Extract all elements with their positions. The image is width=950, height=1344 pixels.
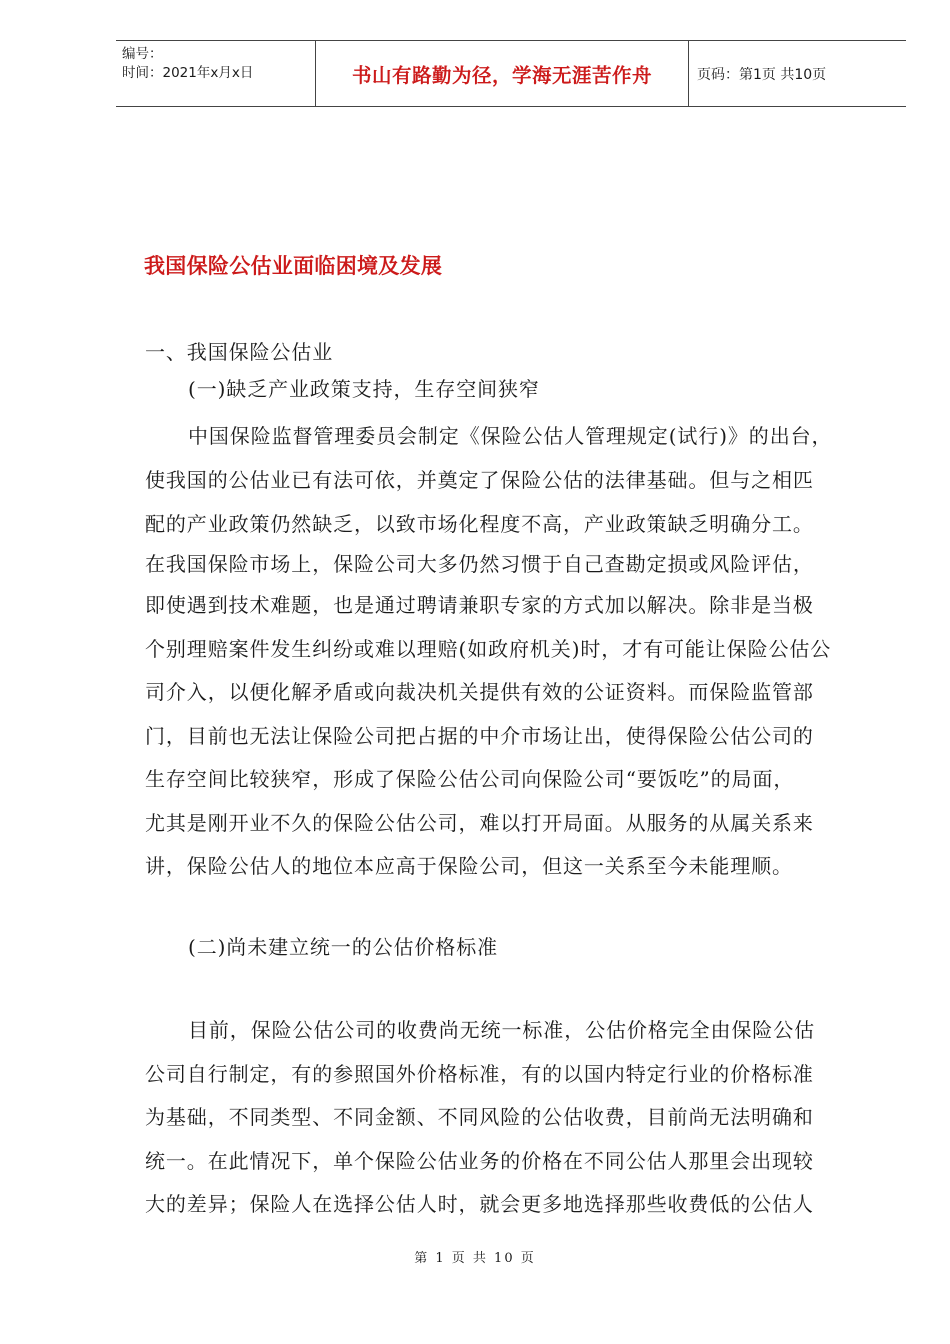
paragraph-line: 为基础，不同类型、不同金额、不同风险的公估收费，目前尚无法明确和 <box>145 1105 814 1129</box>
paragraph-line: 配的产业政策仍然缺乏，以致市场化程度不高，产业政策缺乏明确分工。 <box>145 512 814 536</box>
document-title: 我国保险公估业面临困境及发展 <box>144 254 443 278</box>
page-header <box>116 40 906 107</box>
paragraph-line: 中国保险监督管理委员会制定《保险公估人管理规定(试行)》的出台， <box>188 424 833 448</box>
header-meta <box>116 41 315 106</box>
paragraph-line: 大的差异；保险人在选择公估人时，就会更多地选择那些收费低的公估人 <box>145 1192 814 1216</box>
number-label: 编号： <box>122 46 163 62</box>
paragraph-line: 即使遇到技术难题，也是通过聘请兼职专家的方式加以解决。除非是当极 <box>145 593 814 617</box>
header-page-label: 页码：第1页 共10页 <box>697 66 827 83</box>
header-motto: 书山有路勤为径，学海无涯苦作舟 <box>315 41 689 106</box>
paragraph-line: 个别理赔案件发生纠纷或难以理赔(如政府机关)时，才有可能让保险公估公 <box>145 637 832 661</box>
paragraph-line: 统一。在此情况下，单个保险公估业务的价格在不同公估人那里会出现较 <box>145 1149 814 1173</box>
paragraph-line: 门，目前也无法让保险公司把占据的中介市场让出，使得保险公估公司的 <box>145 724 814 748</box>
subsection-heading: (二)尚未建立统一的公估价格标准 <box>188 935 499 959</box>
time-label: 时间：2021年x月x日 <box>122 65 254 81</box>
section-heading: 一、我国保险公估业 <box>145 340 334 364</box>
subsection-heading: (一)缺乏产业政策支持，生存空间狭窄 <box>188 377 540 401</box>
page-footer: 第 1 页 共 10 页 <box>414 1251 536 1266</box>
paragraph-line: 目前，保险公估公司的收费尚无统一标准，公估价格完全由保险公估 <box>188 1018 815 1042</box>
paragraph-line: 司介入，以便化解矛盾或向裁决机关提供有效的公证资料。而保险监管部 <box>145 680 814 704</box>
paragraph-line: 讲，保险公估人的地位本应高于保险公司，但这一关系至今未能理顺。 <box>145 854 793 878</box>
paragraph-line: 生存空间比较狭窄，形成了保险公估公司向保险公司“要饭吃”的局面， <box>145 767 795 791</box>
paragraph-line: 使我国的公估业已有法可依，并奠定了保险公估的法律基础。但与之相匹 <box>145 468 814 492</box>
paragraph-line: 尤其是刚开业不久的保险公估公司，难以打开局面。从服务的从属关系来 <box>145 811 814 835</box>
paragraph-line: 公司自行制定，有的参照国外价格标准，有的以国内特定行业的价格标准 <box>145 1062 814 1086</box>
paragraph-line: 在我国保险市场上，保险公司大多仍然习惯于自己查勘定损或风险评估， <box>145 552 814 576</box>
